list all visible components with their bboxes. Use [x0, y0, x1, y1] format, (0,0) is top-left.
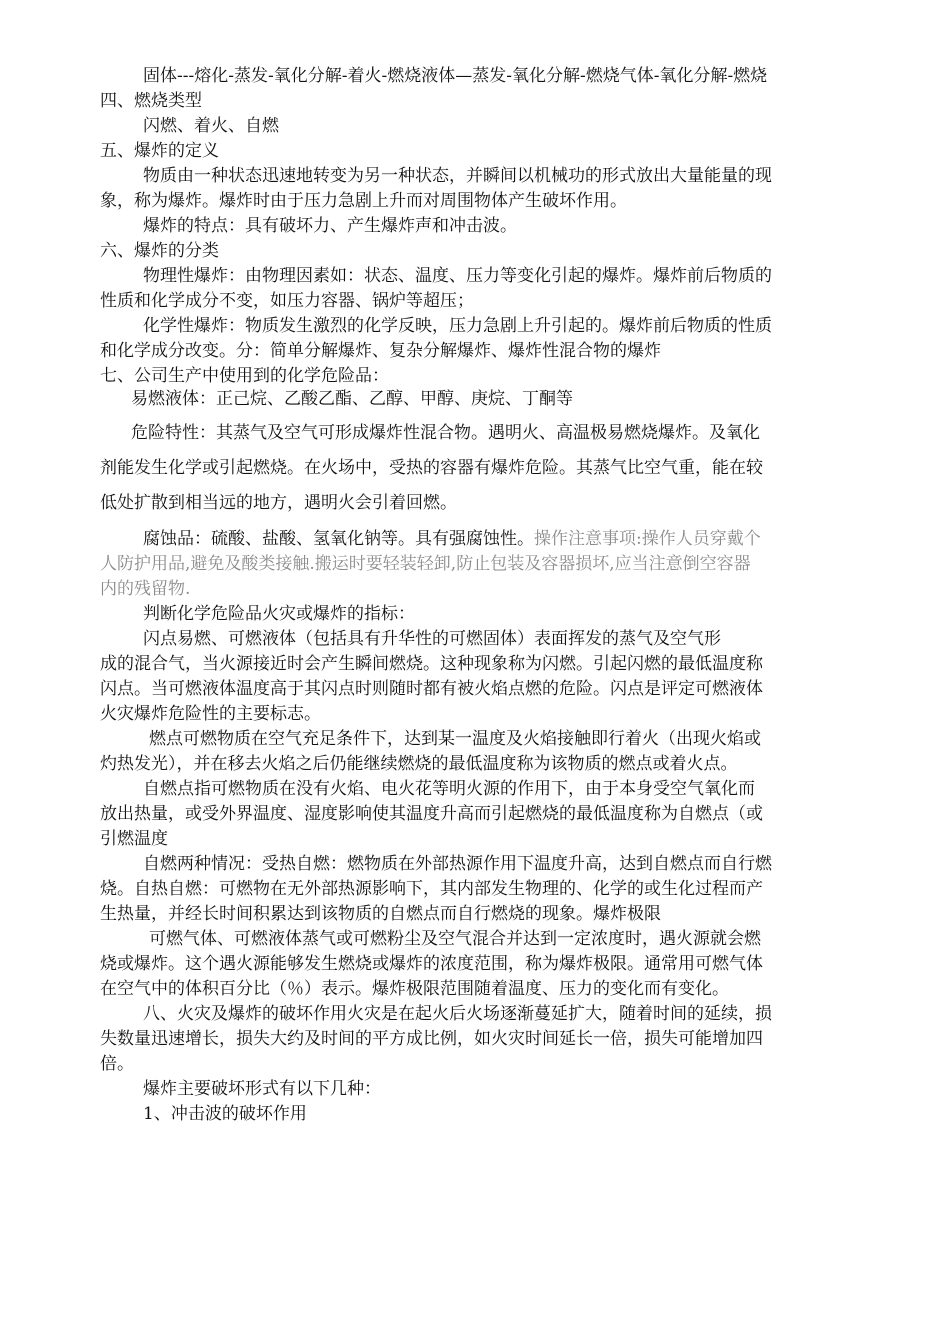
- text-line: 燃点可燃物质在空气充足条件下，达到某一温度及火焰接触即行着火（出现火焰或: [149, 729, 761, 749]
- text-line: 化学性爆炸：物质发生激烈的化学反映，压力急剧上升引起的。爆炸前后物质的性质: [143, 316, 772, 336]
- text-line: 闪点。当可燃液体温度高于其闪点时则随时都有被火焰点燃的危险。闪点是评定可燃液体: [100, 679, 763, 699]
- gray-text-line: 人防护用品,避免及酸类接触.搬运时要轻装轻卸,防止包装及容器损坏,应当注意倒空容器: [100, 554, 751, 574]
- text-line: 放出热量，或受外界温度、湿度影响使其温度升高而引起燃烧的最低温度称为自燃点（或: [100, 804, 763, 824]
- text-line: 烧。自热自燃：可燃物在无外部热源影响下，其内部发生物理的、化学的或生化过程而产: [100, 879, 763, 899]
- text-line: 八、火灾及爆炸的破坏作用火灾是在起火后火场逐渐蔓延扩大，随着时间的延续，损: [143, 1004, 772, 1024]
- text-line: 性质和化学成分不变，如压力容器、锅炉等超压；: [100, 291, 474, 311]
- text-line: 危险特性：其蒸气及空气可形成爆炸性混合物。遇明火、高温极易燃烧爆炸。及氧化: [131, 423, 760, 443]
- text-line: 失数量迅速增长，损失大约及时间的平方成比例，如火灾时间延长一倍，损失可能增加四: [100, 1029, 763, 1049]
- text-line: 象，称为爆炸。爆炸时由于压力急剧上升而对周围物体产生破坏作用。: [100, 191, 627, 211]
- text-line: 闪点易燃、可燃液体（包括具有升华性的可燃固体）表面挥发的蒸气及空气形: [143, 629, 721, 649]
- text-line: 在空气中的体积百分比（％）表示。爆炸极限范围随着温度、压力的变化而有变化。: [100, 979, 729, 999]
- text-line: 剂能发生化学或引起燃烧。在火场中，受热的容器有爆炸危险。其蒸气比空气重，能在较: [100, 458, 763, 478]
- text-line: 自燃两种情况：受热自燃：燃物质在外部热源作用下温度升高，达到自燃点而自行燃: [143, 854, 772, 874]
- gray-text-run: 操作注意事项:操作人员穿戴个: [534, 529, 761, 549]
- text-line: 判断化学危险品火灾或爆炸的指标：: [143, 604, 415, 624]
- text-line: 闪燃、着火、自燃: [143, 116, 279, 136]
- text-run: 腐蚀品：硫酸、盐酸、氢氧化钠等。具有强腐蚀性。: [143, 529, 534, 549]
- text-line: 爆炸主要破坏形式有以下几种：: [143, 1079, 381, 1099]
- text-line: 1、冲击波的破坏作用: [143, 1104, 307, 1124]
- text-line: 物理性爆炸：由物理因素如：状态、温度、压力等变化引起的爆炸。爆炸前后物质的: [143, 266, 772, 286]
- text-line: 倍。: [100, 1054, 134, 1074]
- text-line: 自燃点指可燃物质在没有火焰、电火花等明火源的作用下，由于本身受空气氧化而: [143, 779, 755, 799]
- section-heading: 四、燃烧类型: [100, 91, 202, 111]
- text-line: 可燃气体、可燃液体蒸气或可燃粉尘及空气混合并达到一定浓度时，遇火源就会燃: [149, 929, 761, 949]
- text-line: 易燃液体：正己烷、乙酸乙酯、乙醇、甲醇、庚烷、丁酮等: [131, 389, 573, 409]
- text-line: 和化学成分改变。分：简单分解爆炸、复杂分解爆炸、爆炸性混合物的爆炸: [100, 341, 661, 361]
- gray-text-line: 内的残留物.: [100, 579, 191, 599]
- text-line: 固体---熔化-蒸发-氧化分解-着火-燃烧液体—蒸发-氧化分解-燃烧气体-氧化分解-燃烧: [143, 66, 768, 86]
- text-line: 灼热发光），并在移去火焰之后仍能继续燃烧的最低温度称为该物质的燃点或着火点。: [100, 754, 738, 774]
- section-heading: 七、公司生产中使用到的化学危险品：: [100, 366, 389, 386]
- text-line: 物质由一种状态迅速地转变为另一种状态，并瞬间以机械功的形式放出大量能量的现: [143, 166, 772, 186]
- text-line: 生热量，并经长时间积累达到该物质的自燃点而自行燃烧的现象。爆炸极限: [100, 904, 661, 924]
- text-line: [143, 527, 903, 551]
- text-line: 引燃温度: [100, 829, 168, 849]
- text-line: 烧或爆炸。这个遇火源能够发生燃烧或爆炸的浓度范围，称为爆炸极限。通常用可燃气体: [100, 954, 763, 974]
- text-line: 爆炸的特点：具有破坏力、产生爆炸声和冲击波。: [143, 216, 517, 236]
- text-line: 低处扩散到相当远的地方，遇明火会引着回燃。: [100, 493, 457, 513]
- text-line: 成的混合气，当火源接近时会产生瞬间燃烧。这种现象称为闪燃。引起闪燃的最低温度称: [100, 654, 763, 674]
- text-line: 火灾爆炸危险性的主要标志。: [100, 704, 321, 724]
- section-heading: 六、爆炸的分类: [100, 241, 219, 261]
- section-heading: 五、爆炸的定义: [100, 141, 219, 161]
